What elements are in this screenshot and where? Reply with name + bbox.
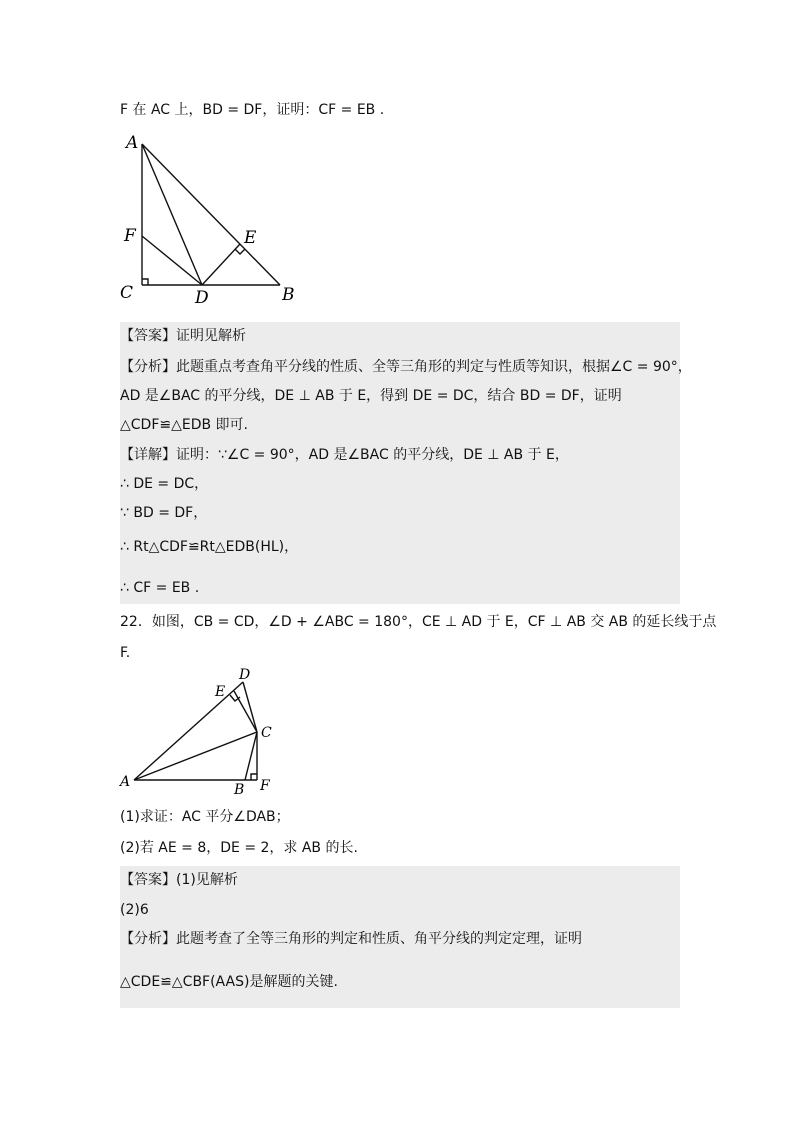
- analysis-1-line1: [120, 357, 692, 377]
- label-d: D: [195, 288, 209, 306]
- answer-2-label: 【答案】: [120, 872, 176, 888]
- label-f: F: [124, 226, 136, 246]
- segment-ad: [142, 144, 202, 285]
- problem-22-text-2: F.: [120, 645, 131, 661]
- question-1-line: [120, 807, 290, 827]
- problem-22-line2: [120, 643, 130, 663]
- answer-2-line2: [120, 900, 149, 920]
- answer-2-text-1: (1)见解析: [176, 872, 238, 888]
- figure-quadrilateral-2: [112, 666, 282, 800]
- detail-1-line3: [120, 503, 207, 523]
- analysis-1-line2: [120, 386, 622, 406]
- detail-1-line4: [120, 537, 298, 557]
- question-2-text: (2)若 AE = 8，DE = 2，求 AB 的长.: [120, 840, 358, 856]
- segment-ac: [134, 732, 257, 780]
- problem-intro-text: F 在 AC 上，BD = DF，证明：CF = EB .: [120, 102, 385, 118]
- detail-text-2: ∴ DE = DC，: [120, 476, 209, 492]
- detail-label: 【详解】: [120, 447, 176, 463]
- label-b: B: [234, 782, 245, 798]
- answer-2-line1: [120, 870, 238, 890]
- analysis-label: 【分析】: [120, 359, 176, 375]
- analysis-text-1: 此题重点考查角平分线的性质、全等三角形的判定与性质等知识，根据∠C = 90°，: [176, 359, 692, 375]
- label-e: E: [244, 228, 257, 248]
- analysis-text-3: △CDF≌△EDB 即可.: [120, 417, 249, 433]
- segment-ce: [234, 691, 257, 732]
- segment-cb: [245, 732, 257, 780]
- label-d: D: [239, 667, 251, 683]
- segment-ab: [142, 144, 280, 285]
- segment-dc: [243, 682, 257, 732]
- analysis-2-text-2: △CDE≌△CBF(AAS)是解题的关键.: [120, 974, 338, 990]
- analysis-2-label: 【分析】: [120, 931, 176, 947]
- answer-text: 证明见解析: [176, 328, 246, 344]
- analysis-text-2: AD 是∠BAC 的平分线，DE ⊥ AB 于 E，得到 DE = DC，结合 BD = DF，证明: [120, 388, 622, 404]
- problem-intro-line: [120, 100, 384, 120]
- label-a: A: [126, 133, 139, 153]
- detail-1-line1: [120, 445, 569, 465]
- label-e: E: [215, 684, 226, 700]
- analysis-2-text-1: 此题考查了全等三角形的判定和性质、角平分线的判定定理，证明: [176, 931, 582, 947]
- segment-ad: [134, 682, 243, 780]
- detail-text-1: 证明：∵∠C = 90°，AD 是∠BAC 的平分线，DE ⊥ AB 于 E，: [176, 447, 569, 463]
- figure-triangle-1: [112, 128, 302, 306]
- answer-1-line: [120, 326, 246, 346]
- question-2-line: [120, 838, 358, 858]
- problem-22-line1: [120, 612, 716, 632]
- analysis-1-line3: [120, 415, 248, 435]
- label-f: F: [260, 778, 270, 794]
- detail-text-3: ∵ BD = DF，: [120, 505, 208, 521]
- analysis-2-line1: [120, 929, 582, 949]
- right-angle-mark-e: [235, 249, 245, 254]
- answer-label: 【答案】: [120, 328, 176, 344]
- label-c: C: [120, 283, 134, 303]
- segment-fd: [142, 236, 202, 285]
- detail-1-line5: [120, 578, 199, 598]
- question-1-text: (1)求证：AC 平分∠DAB；: [120, 809, 290, 825]
- answer-2-text-2: (2)6: [120, 902, 149, 918]
- detail-1-line2: [120, 474, 208, 494]
- detail-text-5: ∴ CF = EB .: [120, 580, 200, 596]
- problem-22-text-1: 22．如图，CB = CD，∠D + ∠ABC = 180°，CE ⊥ AD 于 E，CF ⊥ AB 交 AB 的延长线于点: [120, 614, 717, 630]
- label-c: C: [261, 725, 272, 741]
- label-b: B: [282, 285, 295, 305]
- detail-text-4: ∴ Rt△CDF≌Rt△EDB(HL)，: [120, 539, 299, 555]
- segment-de: [202, 244, 240, 285]
- right-angle-mark-f: [251, 774, 257, 780]
- analysis-2-line2: [120, 972, 338, 992]
- label-a: A: [120, 774, 131, 790]
- right-angle-mark-c: [142, 279, 148, 285]
